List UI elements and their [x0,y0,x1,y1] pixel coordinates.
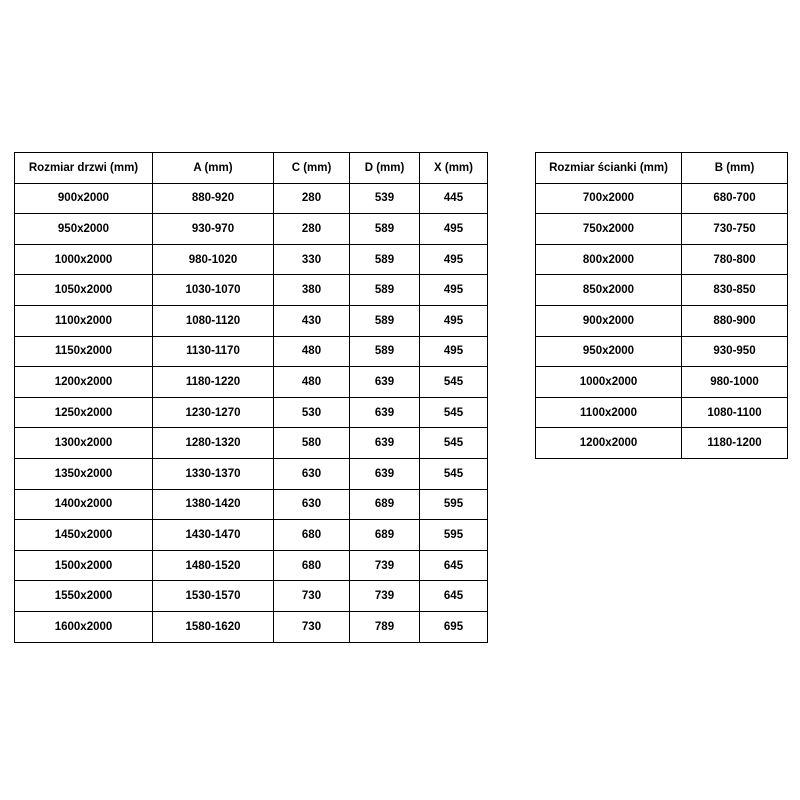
cell-d: 689 [350,520,420,551]
table-row [536,397,788,428]
cell-door-size: 1150x2000 [15,336,153,367]
column-header-a: A (mm) [153,153,274,184]
table-row [15,489,488,520]
cell-wall-size: 900x2000 [536,305,682,336]
cell-c: 330 [274,244,350,275]
cell-door-size: 1500x2000 [15,550,153,581]
cell-a: 1330-1370 [153,458,274,489]
cell-x: 645 [420,581,488,612]
cell-d: 589 [350,305,420,336]
cell-c: 380 [274,275,350,306]
cell-b: 1080-1100 [682,397,788,428]
cell-a: 1480-1520 [153,550,274,581]
cell-c: 730 [274,581,350,612]
cell-a: 980-1020 [153,244,274,275]
cell-b: 830-850 [682,275,788,306]
table-row [15,458,488,489]
table-row [15,336,488,367]
cell-a: 1580-1620 [153,611,274,642]
cell-d: 639 [350,367,420,398]
cell-b: 780-800 [682,244,788,275]
column-header-door-size: Rozmiar drzwi (mm) [15,153,153,184]
table-row [536,305,788,336]
table-row [15,550,488,581]
cell-a: 1280-1320 [153,428,274,459]
cell-wall-size: 700x2000 [536,183,682,214]
cell-d: 739 [350,581,420,612]
cell-door-size: 1600x2000 [15,611,153,642]
cell-d: 689 [350,489,420,520]
table-row [15,520,488,551]
cell-x: 545 [420,397,488,428]
cell-a: 1430-1470 [153,520,274,551]
cell-wall-size: 800x2000 [536,244,682,275]
cell-d: 589 [350,336,420,367]
cell-a: 1530-1570 [153,581,274,612]
cell-c: 630 [274,489,350,520]
cell-wall-size: 1200x2000 [536,428,682,459]
cell-a: 1130-1170 [153,336,274,367]
cell-wall-size: 850x2000 [536,275,682,306]
cell-wall-size: 1100x2000 [536,397,682,428]
cell-a: 1030-1070 [153,275,274,306]
cell-c: 480 [274,336,350,367]
wall-panel-sizes-table [535,152,788,459]
cell-b: 680-700 [682,183,788,214]
cell-door-size: 1300x2000 [15,428,153,459]
cell-a: 1230-1270 [153,397,274,428]
table-row [536,336,788,367]
table-row [15,367,488,398]
cell-x: 595 [420,520,488,551]
door-sizes-table [14,152,488,643]
cell-wall-size: 1000x2000 [536,367,682,398]
cell-c: 680 [274,520,350,551]
cell-door-size: 1000x2000 [15,244,153,275]
cell-d: 639 [350,397,420,428]
table-row [15,428,488,459]
table-row [536,428,788,459]
column-header-c: C (mm) [274,153,350,184]
cell-d: 589 [350,244,420,275]
cell-door-size: 1250x2000 [15,397,153,428]
cell-x: 645 [420,550,488,581]
cell-wall-size: 750x2000 [536,214,682,245]
table-row [15,611,488,642]
cell-b: 1180-1200 [682,428,788,459]
cell-a: 1080-1120 [153,305,274,336]
cell-b: 930-950 [682,336,788,367]
cell-door-size: 1550x2000 [15,581,153,612]
cell-door-size: 1050x2000 [15,275,153,306]
cell-c: 280 [274,214,350,245]
cell-x: 495 [420,336,488,367]
table-row [15,397,488,428]
cell-door-size: 1100x2000 [15,305,153,336]
cell-x: 545 [420,367,488,398]
cell-a: 1180-1220 [153,367,274,398]
table-row [536,214,788,245]
table-row [15,244,488,275]
cell-a: 880-920 [153,183,274,214]
cell-d: 589 [350,214,420,245]
cell-x: 545 [420,458,488,489]
cell-c: 580 [274,428,350,459]
cell-a: 930-970 [153,214,274,245]
column-header-wall-size: Rozmiar ścianki (mm) [536,153,682,184]
table-header-row [536,153,788,184]
cell-door-size: 1350x2000 [15,458,153,489]
cell-x: 445 [420,183,488,214]
cell-b: 730-750 [682,214,788,245]
table-row [15,275,488,306]
cell-door-size: 1450x2000 [15,520,153,551]
cell-x: 695 [420,611,488,642]
cell-d: 539 [350,183,420,214]
cell-x: 495 [420,244,488,275]
cell-b: 880-900 [682,305,788,336]
cell-d: 589 [350,275,420,306]
cell-door-size: 1400x2000 [15,489,153,520]
table-row [15,581,488,612]
cell-c: 280 [274,183,350,214]
cell-x: 495 [420,214,488,245]
cell-d: 639 [350,428,420,459]
cell-door-size: 900x2000 [15,183,153,214]
table-header-row [15,153,488,184]
column-header-x: X (mm) [420,153,488,184]
table-row [536,275,788,306]
cell-a: 1380-1420 [153,489,274,520]
table-row [536,244,788,275]
cell-door-size: 950x2000 [15,214,153,245]
table-row [15,214,488,245]
cell-door-size: 1200x2000 [15,367,153,398]
cell-c: 680 [274,550,350,581]
table-row [15,305,488,336]
column-header-b: B (mm) [682,153,788,184]
cell-d: 739 [350,550,420,581]
table-row [15,183,488,214]
cell-c: 630 [274,458,350,489]
table-row [536,183,788,214]
cell-x: 495 [420,305,488,336]
cell-x: 595 [420,489,488,520]
cell-c: 730 [274,611,350,642]
cell-d: 639 [350,458,420,489]
cell-x: 495 [420,275,488,306]
cell-wall-size: 950x2000 [536,336,682,367]
cell-d: 789 [350,611,420,642]
cell-b: 980-1000 [682,367,788,398]
column-header-d: D (mm) [350,153,420,184]
cell-c: 480 [274,367,350,398]
cell-c: 430 [274,305,350,336]
table-row [536,367,788,398]
cell-x: 545 [420,428,488,459]
cell-c: 530 [274,397,350,428]
